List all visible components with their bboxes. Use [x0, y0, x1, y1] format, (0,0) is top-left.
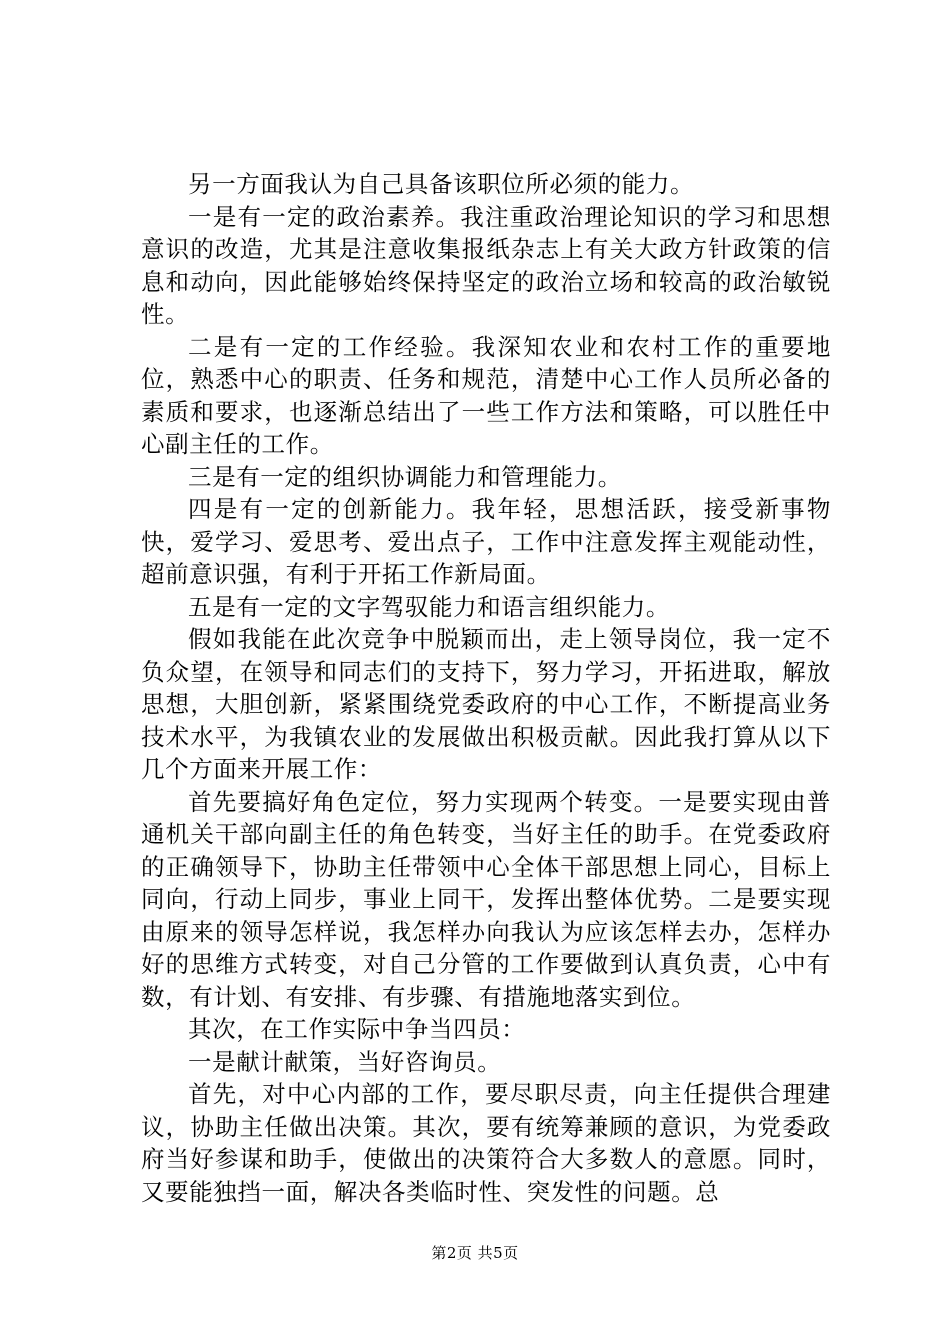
document-body — [141, 168, 831, 1208]
paragraph: 其次，在工作实际中争当四员： — [188, 1015, 526, 1043]
paragraph: 假如我能在此次竞争中脱颖而出，走上领导岗位，我一定不负众望，在领导和同志们的支持下，努力学习，开拓进取，解放思想，大胆创新，紧紧围绕党委政府的中心工作，不断提高业务技术水平，为我镇农业的发展做出积极贡献。因此我打算从以下几个方面来开展工作： — [141, 625, 831, 783]
paragraph: 首先要搞好角色定位，努力实现两个转变。一是要实现由普通机关干部向副主任的角色转变，当好主任的助手。在党委政府的正确领导下，协助主任带领中心全体干部思想上同心，目标上同向，行动上同步，事业上同干，发挥出整体优势。二是要实现由原来的领导怎样说，我怎样办向我认为应该怎样去办，怎样办好的思维方式转变，对自己分管的工作要做到认真负责，心中有数，有计划、有安排、有步骤、有措施地落实到位。 — [141, 787, 831, 1011]
paragraph: 五是有一定的文字驾驭能力和语言组织能力。 — [188, 592, 670, 621]
paragraph: 另一方面我认为自己具备该职位所必须的能力。 — [188, 170, 695, 198]
paragraph: 一是有一定的政治素养。我注重政治理论知识的学习和思想意识的改造，尤其是注意收集报纸杂志上有关大政方针政策的信息和动向，因此能够始终保持坚定的政治立场和较高的政治敏锐性。 — [141, 202, 831, 328]
page-number-footer: 第2页 共5页 — [431, 1244, 519, 1262]
paragraph: 三是有一定的组织协调能力和管理能力。 — [188, 462, 622, 491]
paragraph: 一是献计献策，当好咨询员。 — [188, 1047, 502, 1076]
paragraph: 四是有一定的创新能力。我年轻，思想活跃，接受新事物快，爱学习、爱思考、爱出点子，工作中注意发挥主观能动性，超前意识强，有利于开拓工作新局面。 — [141, 495, 831, 588]
paragraph: 首先，对中心内部的工作，要尽职尽责，向主任提供合理建议，协助主任做出决策。其次，要有统筹兼顾的意识，为党委政府当好参谋和助手，使做出的决策符合大多数人的意愿。同时，又要能独挡一面，解决各类临时性、突发性的问题。总 — [141, 1080, 831, 1206]
paragraph: 二是有一定的工作经验。我深知农业和农村工作的重要地位，熟悉中心的职责、任务和规范，清楚中心工作人员所必备的素质和要求，也逐渐总结出了一些工作方法和策略，可以胜任中心副主任的工作。 — [141, 332, 831, 458]
